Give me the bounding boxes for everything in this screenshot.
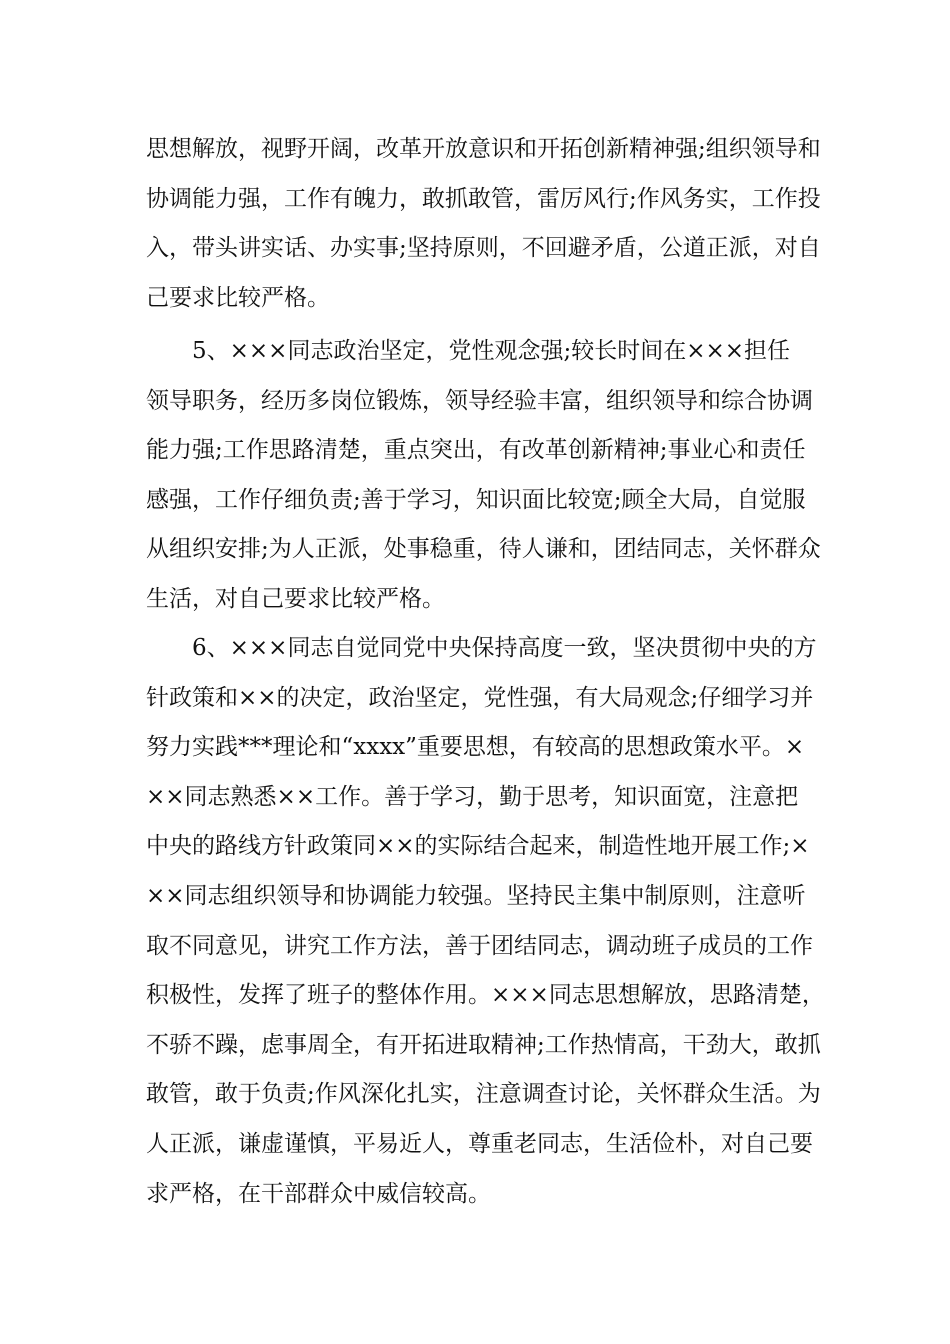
text-line: ××同志熟悉××工作。善于学习，勤于思考，知识面宽，注意把: [146, 783, 799, 810]
text-line: 协调能力强，工作有魄力，敢抓敢管，雷厉风行;作风务实，工作投: [146, 185, 821, 212]
text-line: 求严格，在干部群众中威信较高。: [146, 1180, 491, 1207]
paragraph-item-6: [146, 624, 825, 1219]
text-line: 入，带头讲实话、办实事;坚持原则，不回避矛盾，公道正派，对自: [146, 235, 821, 262]
text-line: 取不同意见，讲究工作方法，善于团结同志，调动班子成员的工作: [146, 932, 813, 959]
text-line: 感强，工作仔细负责;善于学习，知识面比较宽;顾全大局，自觉服: [146, 486, 806, 513]
text-line: 积极性，发挥了班子的整体作用。×××同志思想解放，思路清楚，: [146, 982, 825, 1009]
text-line: 针政策和××的决定，政治坚定，党性强，有大局观念;仔细学习并: [146, 684, 814, 711]
text-line: 人正派，谦虚谨慎，平易近人，尊重老同志，生活俭朴，对自己要: [146, 1130, 813, 1157]
text-line: 中央的路线方针政策同××的实际结合起来，制造性地开展工作;×: [146, 833, 810, 860]
paragraph-item-5: [146, 327, 821, 625]
text-line: 努力实践***理论和“xxxx”重要思想，有较高的思想政策水平。×: [146, 734, 805, 761]
text-line: 生活，对自己要求比较严格。: [146, 585, 445, 612]
text-line: 己要求比较严格。: [146, 284, 330, 311]
text-line: 领导职务，经历多岗位锻炼，领导经验丰富，组织领导和综合协调: [146, 387, 813, 414]
text-line: 5、×××同志政治坚定，党性观念强;较长时间在×××担任: [192, 338, 791, 364]
text-line: 敢管，敢于负责;作风深化扎实，注意调查讨论，关怀群众生活。为: [146, 1081, 821, 1108]
text-line: 能力强;工作思路清楚，重点突出，有改革创新精神;事业心和责任: [146, 437, 806, 464]
text-line: 不骄不躁，虑事周全，有开拓进取精神;工作热情高，干劲大，敢抓: [146, 1031, 821, 1058]
text-line: 6、×××同志自觉同党中央保持高度一致，坚决贯彻中央的方: [192, 635, 817, 661]
text-line: 思想解放，视野开阔，改革开放意识和开拓创新精神强;组织领导和: [146, 136, 821, 162]
paragraph-continued: [146, 125, 821, 323]
text-line: ××同志组织领导和协调能力较强。坚持民主集中制原则，注意听: [146, 882, 806, 909]
text-line: 从组织安排;为人正派，处事稳重，待人谦和，团结同志，关怀群众: [146, 536, 821, 563]
